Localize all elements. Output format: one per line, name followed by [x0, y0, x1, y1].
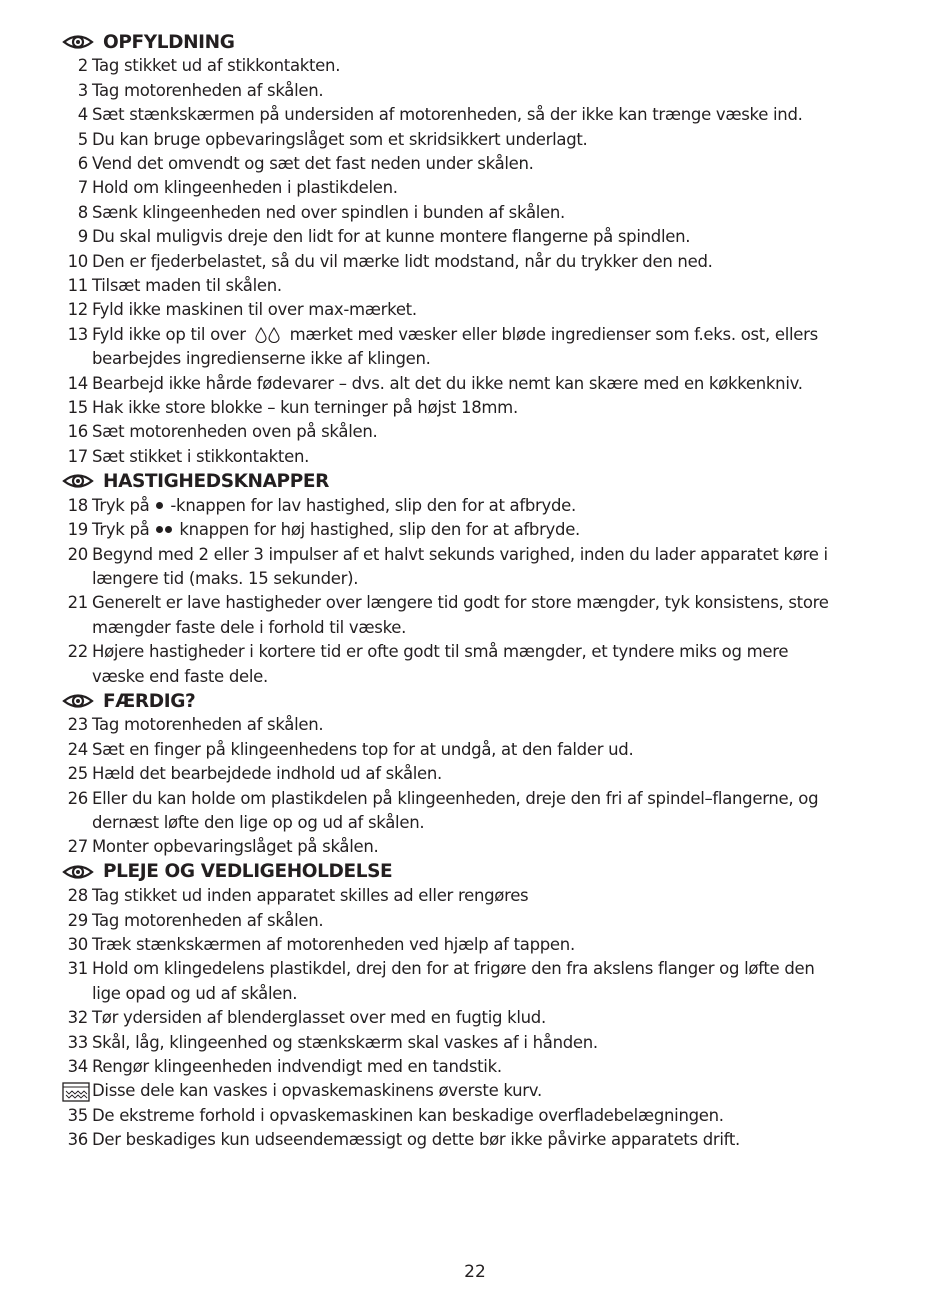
eye-icon [62, 690, 94, 712]
section-pleje-og-vedligeholdelse [62, 860, 882, 1153]
list-item: 18 Tryk på -knappen for lav hastighed, slip den for at afbryde. [67, 495, 576, 515]
section-heading: HASTIGHEDSKNAPPER [62, 469, 882, 493]
section-faerdig [62, 689, 882, 860]
eye-icon [62, 470, 94, 492]
section-heading: FÆRDIG? [62, 689, 882, 713]
list-item: 16 Sæt motorenheden oven på skålen. [67, 422, 378, 442]
list-item: 30 Træk stænkskærmen af motorenheden ved hjælp af tappen. [67, 934, 575, 954]
list-item: 33 Skål, låg, klingeenhed og stænkskærm skal vaskes af i hånden. [67, 1032, 598, 1052]
list-item: 26 Eller du kan holde om plastikdelen på klingeenheden, dreje den fri af spindel–flangerne, og dernæst løfte den lige op og ud af skålen. [67, 788, 819, 832]
list-item: 27 Monter opbevaringslåget på skålen. [67, 837, 379, 857]
list-item: 12 Fyld ikke maskinen til over max-mærket. [67, 300, 417, 320]
list-item: 29 Tag motorenheden af skålen. [67, 910, 324, 930]
list-item: 5 Du kan bruge opbevaringslåget som et skridsikkert underlagt. [77, 129, 588, 149]
list-item: 3 Tag motorenheden af skålen. [77, 80, 324, 100]
list-item: 36 Der beskadiges kun udseendemæssigt og dette bør ikke påvirke apparatets drift. [67, 1130, 740, 1150]
list-item: 31 Hold om klingedelens plastikdel, drej den for at frigøre den fra akslens flanger og løfte den lige opad og ud af skålen. [67, 959, 815, 1003]
list-item: 35 De ekstreme forhold i opvaskemaskinen kan beskadige overfladebelægningen. [67, 1105, 724, 1125]
eye-icon [62, 31, 94, 53]
list-item: 7 Hold om klingeenheden i plastikdelen. [77, 178, 398, 198]
single-dot-icon [156, 502, 163, 509]
list-item: 21 Generelt er lave hastigheder over længere tid godt for store mængder, tyk konsistens, store mængder faste dele i forhold til væske. [67, 593, 829, 637]
list-item: 32 Tør ydersiden af blenderglasset over med en fugtig klud. [67, 1008, 546, 1028]
list-item: 6 Vend det omvendt og sæt det fast neden under skålen. [77, 154, 534, 174]
list-item: 34 Rengør klingeenheden indvendigt med en tandstik. [67, 1057, 502, 1076]
page-number: 22 [464, 1262, 486, 1282]
dishwasher-icon [62, 1082, 90, 1102]
list-item: 14 Bearbejd ikke hårde fødevarer – dvs. alt det du ikke nemt kan skære med en køkkenkniv. [67, 373, 803, 393]
list-item: 10 Den er fjederbelastet, så du vil mærke lidt modstand, når du trykker den ned. [67, 251, 713, 271]
list-item: 28 Tag stikket ud inden apparatet skilles ad eller rengøres [67, 886, 529, 906]
section-heading: PLEJE OG VEDLIGEHOLDELSE [62, 860, 882, 884]
list-item: 15 Hak ikke store blokke – kun terninger på højst 18mm. [67, 398, 518, 418]
section-hastighedsknapper [62, 469, 882, 689]
list-item: 8 Sænk klingeenheden ned over spindlen i bunden af skålen. [77, 202, 565, 222]
list-item: 11 Tilsæt maden til skålen. [67, 276, 282, 296]
double-dot-icon [154, 520, 174, 539]
list-item: 19 Tryk på knappen for høj hastighed, slip den for at afbryde. [67, 520, 580, 540]
section-heading: OPFYLDNING [62, 30, 882, 54]
list-item: 20 Begynd med 2 eller 3 impulser af et halvt sekunds varighed, inden du lader apparatet køre i længere tid (maks. 15 sekunder). [67, 544, 828, 588]
list-item: 17 Sæt stikket i stikkontakten. [67, 446, 310, 466]
list-item: 4 Sæt stænkskærmen på undersiden af motorenheden, så der ikke kan trænge væske ind. [77, 105, 803, 125]
liquid-drops-icon [254, 327, 282, 343]
section-opfyldning [62, 30, 882, 469]
eye-icon [62, 861, 94, 883]
list-item: 9 Du skal muligvis dreje den lidt for at kunne montere flangerne på spindlen. [77, 227, 691, 247]
manual-page-content [62, 30, 882, 1153]
list-item: 13 Fyld ikke op til over mærket med væsker eller bløde ingredienser som f.eks. ost, ellers bearbejdes ingredienserne ikke af klingen. [67, 324, 818, 369]
list-item: 2 Tag stikket ud af stikkontakten. [77, 56, 341, 76]
list-item: 22 Højere hastigheder i kortere tid er ofte godt til små mængder, et tyndere miks og mere væske end faste dele. [67, 642, 789, 686]
list-item: 23 Tag motorenheden af skålen. [67, 715, 324, 735]
dishwasher-note: Disse dele kan vaskes i opvaskemaskinens øverste kurv. [62, 1079, 882, 1103]
list-item: 25 Hæld det bearbejdede indhold ud af skålen. [67, 764, 442, 784]
list-item: 24 Sæt en finger på klingeenhedens top for at undgå, at den falder ud. [67, 739, 634, 759]
